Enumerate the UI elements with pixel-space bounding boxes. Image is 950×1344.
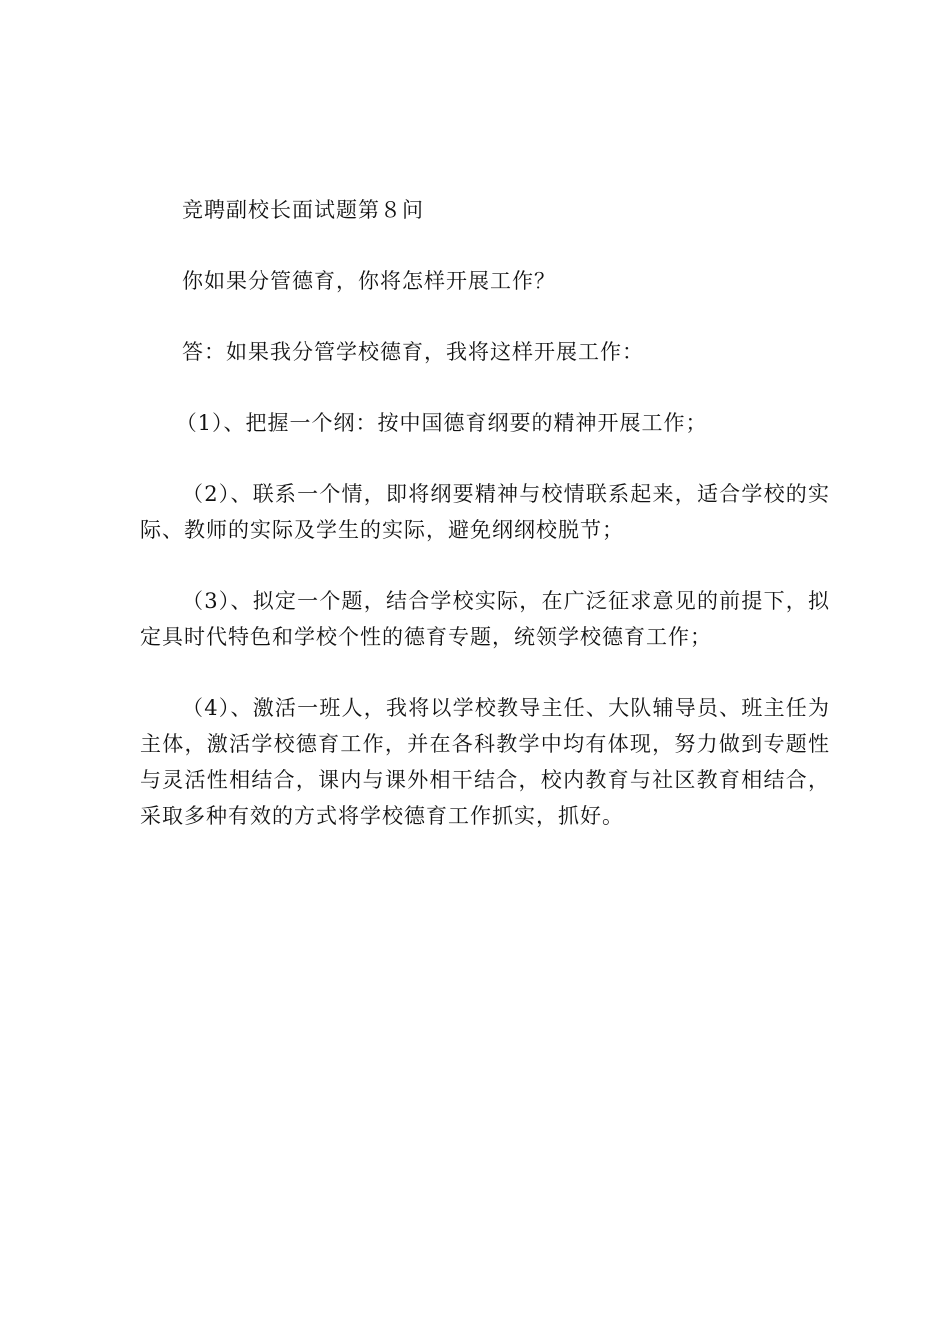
question-text: 你如果分管德育，你将怎样开展工作？: [182, 269, 556, 293]
document-title: 竞聘副校长面试题第８问: [182, 198, 424, 222]
answer-item-2: （2）、联系一个情，即将纲要精神与校情联系起来，适合学校的实际、教师的实际及学生的实际，避免纲纲校脱节；: [140, 482, 830, 542]
answer-intro: 答：如果我分管学校德育，我将这样开展工作：: [182, 340, 644, 364]
document-body: [140, 192, 830, 834]
answer-item-1: （1）、把握一个纲：按中国德育纲要的精神开展工作；: [175, 411, 708, 435]
answer-item-4: （4）、激活一班人，我将以学校教导主任、大队辅导员、班主任为主体，激活学校德育工作，并在各科教学中均有体现，努力做到专题性与灵活性相结合，课内与课外相干结合，校内教育与社区教育相结合，采取多种有效的方式将学校德育工作抓实，抓好。: [140, 696, 830, 828]
answer-item-3: （3）、拟定一个题，结合学校实际，在广泛征求意见的前提下，拟定具时代特色和学校个性的德育专题，统领学校德育工作；: [140, 589, 830, 649]
